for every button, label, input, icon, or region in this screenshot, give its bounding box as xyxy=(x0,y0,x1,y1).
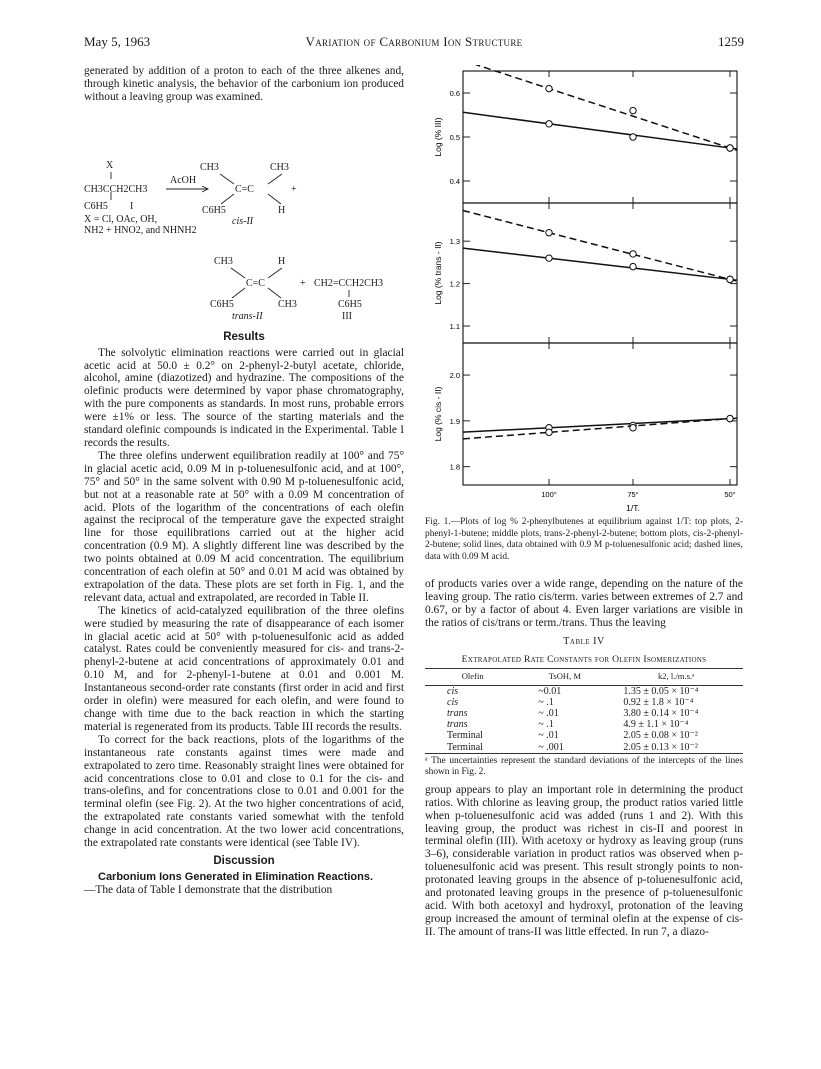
dashed-series-line xyxy=(463,65,737,150)
cell-rate: 2.05 ± 0.08 × 10⁻² xyxy=(623,730,698,742)
table-footnote: ᵃ The uncertainties represent the standard deviations of the intercepts of the lines shown in Fig. 2. xyxy=(425,755,743,777)
compound-iii-phenyl: C6H5 xyxy=(338,298,362,310)
y-axis-label: Log (% III) xyxy=(433,117,443,157)
right-paragraph-1: of products varies over a wide range, depending on the nature of the leaving group. The ratio cis/term. varies between extremes of 2.7 and 0.67, or by a factor of about 4. Even larger variations are visible in the ratios of cis/trans or term./trans. Thus the leaving xyxy=(425,578,743,629)
header-date: May 5, 1963 xyxy=(84,34,151,49)
data-point xyxy=(727,145,733,151)
y-tick-label: 0.4 xyxy=(449,177,460,186)
x-tick-label: 100° xyxy=(541,490,557,499)
y-tick-label: 2.0 xyxy=(449,371,460,381)
y-axis-label: Log (% trans - II) xyxy=(433,241,443,305)
data-point xyxy=(630,263,636,269)
table-row xyxy=(425,708,743,719)
substituent-x: X xyxy=(106,159,114,171)
solid-series-line xyxy=(463,112,737,149)
cell-olefin: trans xyxy=(447,708,468,720)
reagent-label: AcOH xyxy=(170,174,197,186)
table-row xyxy=(425,742,743,754)
cell-acid: ~0.01 xyxy=(538,685,562,697)
compound-iii-label: III xyxy=(342,310,352,322)
left-column xyxy=(84,65,404,897)
data-point xyxy=(546,429,552,435)
discussion-heading: Discussion xyxy=(213,854,275,867)
figure-1 xyxy=(425,65,745,515)
table-row xyxy=(425,730,743,741)
table-iv xyxy=(425,636,743,778)
cell-acid: ~ .1 xyxy=(538,696,554,708)
reactant-phenyl: C6H5 xyxy=(84,200,108,212)
x-definition-2: NH2 + HNO2, and NHNH2 xyxy=(84,224,197,236)
intro-paragraph: generated by addition of a proton to each of the three alkenes and, through kinetic analysis, the behavior of the carbonium ion produced without a leaving group was examined. xyxy=(84,65,404,103)
reaction-scheme xyxy=(84,104,404,326)
cis-methyl-left: CH3 xyxy=(200,161,219,173)
dashed-series-line xyxy=(463,211,737,282)
plus-sign-2: + xyxy=(300,277,306,289)
data-point xyxy=(546,85,552,91)
y-tick-label: 1.1 xyxy=(449,322,460,332)
reactant-formula: CH3CCH2CH3 xyxy=(84,183,148,195)
data-point xyxy=(630,134,636,140)
y-tick-label: 1.3 xyxy=(449,237,460,247)
subsection-heading: Carbonium Ions Generated in Elimination Reactions. xyxy=(98,870,374,883)
cell-olefin: cis xyxy=(447,685,459,697)
table-row xyxy=(425,697,743,708)
cell-acid: ~ .01 xyxy=(538,730,559,742)
cis-double-bond: C=C xyxy=(235,183,254,195)
cell-acid: ~ .1 xyxy=(538,719,554,731)
header-title: Variation of Carbonium Ion Structure xyxy=(305,34,523,49)
right-paragraph-2: group appears to play an important role in determining the product ratios. With chlorine as leaving group, the product ratios varied little when p-toluenesulfonic acid was added (runs 1 and 2). With this leaving group, the product was richest in cis-II and poorest in terminal olefin (III). With acetoxy or hydroxy as leaving group (runs 3–6), considerable variation in product ratios was observed when p-toluenesulfonic acid was present. This result strongly points to non-protonated leaving groups in the absence of p-toluenesulfonic acid, and protonated leaving groups in the presence of p-toluenesulfonic acid. With both acetoxyl and hydroxyl, protonation of the leaving group increased the amount of terminal olefin at the expense of cis-II. The amount of trans-II was little effected. In run 7, a diazo- xyxy=(425,783,743,938)
panel-frame xyxy=(463,343,737,485)
data-point xyxy=(630,425,636,431)
panel-frame xyxy=(463,203,737,343)
trans-double-bond: C=C xyxy=(246,277,265,289)
trans-phenyl: C6H5 xyxy=(210,298,234,310)
y-tick-label: 0.5 xyxy=(449,133,460,142)
data-point xyxy=(727,415,733,421)
y-tick-label: 1.9 xyxy=(449,416,460,426)
cell-rate: 1.35 ± 0.05 × 10⁻⁴ xyxy=(623,685,699,697)
results-paragraph-3: The kinetics of acid-catalyzed equilibration of the three olefins were studied by measuring the rate of disappearance of each isomer in glacial acetic acid at 50° with p-toluenesulfonic acid as added catalyst. Rates could be conveniently measured for cis- and trans-2-phenyl-2-butene at acid concentrations of approximately 0.01 and 0.10 M, and for 2-phenyl-1-butene at 0.01 and 0.001 M. Instantaneous second-order rate constants (first order in acid and first order in olefin) were measured for each olefin, and were found to change with time due to the back reaction in which the starting material is regenerated from its products. Table III records the results. xyxy=(84,604,404,733)
cis-phenyl: C6H5 xyxy=(202,204,226,216)
data-point xyxy=(546,229,552,235)
dashed-series-line xyxy=(463,418,737,439)
results-heading: Results xyxy=(223,330,265,343)
trans-methyl-left: CH3 xyxy=(214,255,233,267)
table-row xyxy=(425,719,743,730)
cell-acid: ~ .01 xyxy=(538,708,559,720)
cell-rate: 0.92 ± 1.8 × 10⁻⁴ xyxy=(623,696,694,708)
cell-rate: 3.80 ± 0.14 × 10⁻⁴ xyxy=(623,708,699,720)
compound-iii-formula: CH2=CCH2CH3 xyxy=(314,277,383,289)
table-title: Extrapolated Rate Constants for Olefin Isomerizations xyxy=(461,653,707,665)
figure-caption: Fig. 1.—Plots of log % 2-phenylbutenes at equilibrium against 1/T: top plots, 2-phenyl-1-butene; middle plots, trans-2-phenyl-2-butene; bottom plots, cis-2-phenyl-2-butene; solid lines, data obtained with 0.9 M p-toluenesulfonic acid; dashed lines, data with 0.09 M acid. xyxy=(425,517,743,562)
y-tick-label: 1.8 xyxy=(449,462,460,472)
x-axis-label: 1/T. xyxy=(626,503,640,513)
y-tick-label: 1.2 xyxy=(449,279,460,289)
cell-olefin: trans xyxy=(447,719,468,731)
data-point xyxy=(546,255,552,261)
results-paragraph-2: The three olefins underwent equilibration readily at 100° and 75° in glacial acetic acid, 0.09 M in p-toluenesulfonic acid, and at 100°, 75° and 50° in the same solvent with 0.90 M p-toluenesulfonic acid, but not at a reasonable rate at 50° with a 0.09 M concentration of acid. Plots of the logarithm of the concentrations of each olefin against the reciprocal of the temperature gave the expected straight line for those equilibrations carried out at the higher acid concentration (0.9 M). A slightly different line was described by the two points obtained at 0.09 M acid concentration. The equilibrium concentration of each olefin at 50° and 0.01 M acid was obtained by extrapolation of the data. These plots are set forth in Fig. 1, and the relevant data, actual and extrapolated, are recorded in Table II. xyxy=(84,449,404,604)
trans-ii-label: trans-II xyxy=(232,310,263,322)
cell-olefin: Terminal xyxy=(447,730,483,742)
data-point xyxy=(630,251,636,257)
solid-series-line xyxy=(463,418,737,432)
solid-series-line xyxy=(463,248,737,280)
table-iv-grid xyxy=(425,668,743,753)
cell-olefin: Terminal xyxy=(425,742,520,754)
cis-methyl-right: CH3 xyxy=(270,161,289,173)
figure-1-plot xyxy=(425,65,745,515)
results-paragraph-1: The solvolytic elimination reactions were carried out in glacial acetic acid at 50.0 ± 0.2° on 2-phenyl-2-butyl acetate, chloride, alcohol, amine (diazotized) and hydrazine. The compositions of the olefinic products were determined by vapor phase chromatography, with the pure components as standards. In most runs, probable errors were ±1% or less. The source of the starting materials and the standard olefinic compounds is indicated in the Experimental. Table I records the results. xyxy=(84,346,404,449)
cis-ii-label: cis-II xyxy=(232,215,254,227)
y-axis-label: Log (% cis - II) xyxy=(433,386,443,442)
trans-methyl-right: CH3 xyxy=(278,298,297,310)
right-column xyxy=(425,578,743,939)
col-header-k2: k2, l./m.s.ᵃ xyxy=(609,669,743,685)
cell-olefin: cis xyxy=(447,696,459,708)
x-tick-label: 75° xyxy=(627,490,639,499)
x-tick-label: 50° xyxy=(724,490,736,499)
data-point xyxy=(546,121,552,127)
compound-label-i: I xyxy=(130,200,134,212)
page-number: 1259 xyxy=(718,34,744,49)
table-label: Table IV xyxy=(563,635,605,647)
cis-hydrogen: H xyxy=(278,204,286,216)
plus-sign-1: + xyxy=(291,183,297,195)
cell-rate: 2.05 ± 0.13 × 10⁻² xyxy=(609,742,743,754)
results-paragraph-4: To correct for the back reactions, plots of the logarithms of the instantaneous rate constants against times were made and extrapolated to zero time. Reasonably straight lines were obtained for acid concentrations close to 0.01 and close to 0.1 for the cis- and trans-olefins, and for concentrations close to 0.01 and 0.001 for the terminal olefin (see Fig. 2). At the two higher concentrations of acid, the extrapolated rate constants varied somewhat with the tenfold change in acid concentration. At the two lower acid concentrations, the extrapolated rate constants were identical (see Table IV). xyxy=(84,733,404,850)
cell-acid: ~ .001 xyxy=(520,742,609,754)
y-tick-label: 0.6 xyxy=(449,89,460,98)
col-header-tsoh: TsOH, M xyxy=(520,669,609,685)
table-row xyxy=(425,685,743,697)
discussion-paragraph: —The data of Table I demonstrate that the distribution xyxy=(84,883,333,896)
cell-rate: 4.9 ± 1.1 × 10⁻⁴ xyxy=(623,719,689,731)
running-header xyxy=(84,34,744,50)
x-definition-1: X = Cl, OAc, OH, xyxy=(84,213,158,225)
data-point xyxy=(727,276,733,282)
col-header-olefin: Olefin xyxy=(425,669,520,685)
data-point xyxy=(630,107,636,113)
trans-hydrogen: H xyxy=(278,255,286,267)
